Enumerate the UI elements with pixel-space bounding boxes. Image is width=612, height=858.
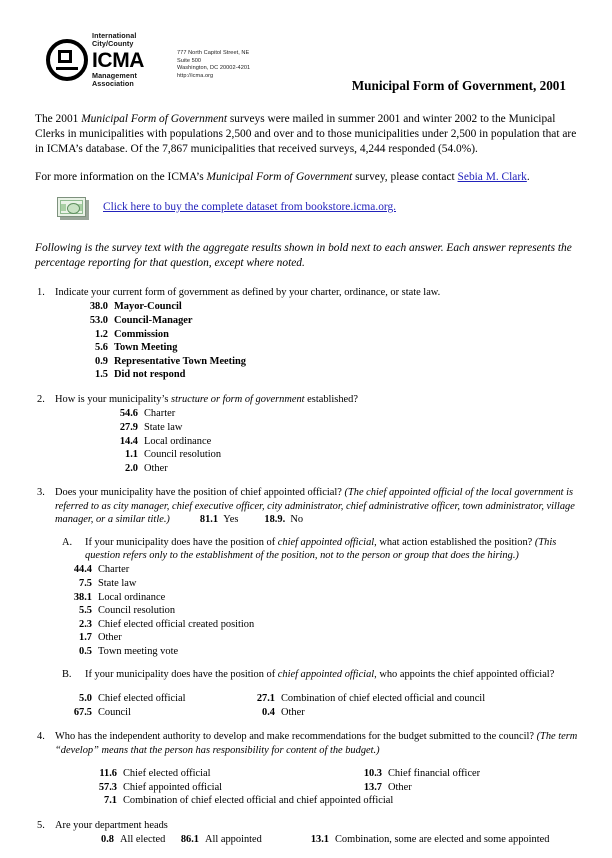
question-5-answer-column-2 xyxy=(175,833,305,847)
question-1 xyxy=(35,286,581,382)
answer-label: Council xyxy=(98,706,131,718)
instructions-paragraph: Following is the survey text with the aggregate results shown in bold next to each answer. Each answer represents the percentage reporting for that question, except where noted. xyxy=(35,241,572,270)
answer-percent: 18.9. xyxy=(264,514,286,526)
answer-row xyxy=(251,706,485,720)
question-3b-answers xyxy=(68,692,581,719)
answer-label: Other xyxy=(98,632,122,644)
answer-label: Yes xyxy=(223,514,239,526)
question-3-seg1: Does your municipality have the position of chief appointed official? xyxy=(55,487,345,499)
question-3a-answers xyxy=(68,563,581,658)
question-4-answer-column-full xyxy=(93,794,581,808)
answer-row xyxy=(93,767,358,781)
question-2-number: 2. xyxy=(37,393,45,405)
question-2-answer-column-2 xyxy=(114,448,379,475)
question-3a-italic-note: (This question refers only to the establishment of the position, not to the person or group that does the hiring.) xyxy=(85,536,557,561)
question-3a-italic-1: chief appointed official xyxy=(277,536,375,548)
answer-row xyxy=(68,577,333,591)
question-1-answer-column-1 xyxy=(84,300,246,382)
answer-percent: 38.0 xyxy=(89,301,108,313)
answer-percent: 0.4 xyxy=(262,706,275,718)
icma-logo-mark-icon xyxy=(46,39,88,81)
contact-paragraph xyxy=(35,170,581,185)
question-3b-seg1: If your municipality does have the position of xyxy=(85,668,278,680)
answer-label: Chief elected official created position xyxy=(98,618,255,630)
question-5-text: Are your department heads xyxy=(55,819,168,831)
answer-label: Chief elected official xyxy=(98,692,186,704)
logo-line-city-county: City/County xyxy=(92,39,134,49)
icma-logo-wordmark xyxy=(92,32,144,89)
answer-percent: 1.7 xyxy=(79,632,92,644)
question-3a xyxy=(62,536,581,659)
answer-percent: 1.1 xyxy=(125,449,138,461)
answer-percent: 5.6 xyxy=(95,342,108,354)
question-4 xyxy=(35,730,581,808)
answer-row xyxy=(68,618,333,632)
question-5-answer-column-3 xyxy=(305,833,549,847)
money-icon-banknote xyxy=(57,197,86,217)
question-3b-letter: B. xyxy=(62,668,72,680)
answer-percent: 86.1 xyxy=(180,834,199,846)
question-4-head xyxy=(35,730,581,757)
answer-row xyxy=(84,355,246,369)
question-4-answer-column-2 xyxy=(358,767,480,794)
answer-label: Chief financial officer xyxy=(388,767,481,779)
answer-row xyxy=(84,341,246,355)
intro-italic-title: Municipal Form of Government xyxy=(81,113,228,125)
question-3a-letter: A. xyxy=(62,536,73,548)
question-2-seg2: established? xyxy=(304,393,358,405)
logo-acronym: ICMA xyxy=(92,48,145,72)
answer-percent: 27.9 xyxy=(119,421,138,433)
answer-percent: 13.7 xyxy=(363,781,382,793)
answer-label: Town meeting vote xyxy=(98,645,179,657)
question-3a-seg2: , what action established the position? xyxy=(374,536,535,548)
logo-square-shape xyxy=(58,50,72,63)
answer-percent: 38.1 xyxy=(73,591,92,603)
answer-row xyxy=(90,833,175,847)
icma-address-block xyxy=(177,50,250,80)
question-3-head xyxy=(35,486,581,526)
answer-row xyxy=(114,407,379,421)
answer-label: Chief elected official xyxy=(123,767,211,779)
intro-seg2: surveys were mailed in summer 2001 and winter 2002 to the Municipal Clerks in municipalities with populations 2,500 and over and to those municipalities under 2,500 in population that are in ICMA’s database. Of the 7,867 municipalities that received surveys, 4,244 responded (54.0%). xyxy=(35,113,577,156)
answer-label: Chief appointed official xyxy=(123,781,223,793)
question-1-text: Indicate your current form of government as defined by your charter, ordinance, or state law. xyxy=(55,287,441,298)
answer-row xyxy=(68,645,333,659)
icma-logo xyxy=(46,32,144,89)
answer-row xyxy=(68,692,251,706)
bookstore-row xyxy=(35,197,581,227)
answer-percent: 0.8 xyxy=(101,834,114,846)
answer-label: Other xyxy=(281,706,305,718)
answer-row xyxy=(114,421,379,435)
answer-label: Combination of chief elected official and council xyxy=(281,692,486,704)
answer-row xyxy=(68,631,333,645)
answer-percent: 53.0 xyxy=(89,315,108,326)
question-3a-head xyxy=(62,536,581,563)
answer-row xyxy=(84,328,246,342)
answer-inline xyxy=(264,514,303,525)
question-2-italic: structure or form of government xyxy=(171,393,305,405)
contact-seg3: . xyxy=(526,170,530,183)
answer-label: Did not respond xyxy=(114,369,186,381)
money-icon-block-left xyxy=(61,204,66,211)
answer-row xyxy=(305,833,549,847)
answer-row xyxy=(93,781,358,795)
answer-row xyxy=(68,604,333,618)
answer-row xyxy=(84,300,246,314)
answer-label: Council resolution xyxy=(144,449,222,461)
answer-label: Council-Manager xyxy=(114,315,193,326)
answer-percent: 14.4 xyxy=(119,435,138,447)
answer-label: Other xyxy=(144,462,168,474)
answer-label: Charter xyxy=(98,564,130,576)
answer-percent: 2.3 xyxy=(79,618,92,630)
question-3b-italic-1: chief appointed official xyxy=(277,668,375,680)
answer-label: State law xyxy=(144,421,183,433)
answer-percent: 11.6 xyxy=(99,767,117,779)
question-4-number: 4. xyxy=(37,731,45,743)
question-2 xyxy=(35,393,581,475)
document-body xyxy=(35,112,581,858)
page-title: Municipal Form of Government, 2001 xyxy=(351,78,566,93)
question-3b-answer-column-2 xyxy=(251,692,485,719)
question-1-answers xyxy=(84,300,581,382)
question-5 xyxy=(35,819,581,847)
answer-row xyxy=(251,692,485,706)
question-2-answers xyxy=(114,407,581,475)
question-1-head xyxy=(35,286,581,299)
answer-label: Combination of chief elected official and chief appointed official xyxy=(123,795,394,807)
question-5-head xyxy=(35,819,581,832)
question-3b-answer-column-1 xyxy=(68,692,251,719)
bookstore-link-wrap xyxy=(103,197,396,214)
question-3 xyxy=(35,486,581,719)
contact-person-link[interactable]: Sebia M. Clark xyxy=(457,170,527,183)
question-2-head xyxy=(35,393,581,406)
answer-row xyxy=(68,706,251,720)
answer-label: Charter xyxy=(144,408,176,420)
answer-percent: 2.0 xyxy=(125,462,138,474)
answer-label: Combination, some are elected and some appointed xyxy=(335,834,550,846)
answer-label: All appointed xyxy=(205,834,262,846)
question-1-number: 1. xyxy=(37,287,45,298)
answer-row xyxy=(84,368,246,382)
answer-label: Commission xyxy=(114,328,169,340)
answer-row xyxy=(358,767,480,781)
answer-row xyxy=(84,314,246,328)
question-3b xyxy=(62,668,581,720)
answer-row xyxy=(114,462,379,476)
answer-percent: 81.1 xyxy=(199,514,219,526)
question-3b-text xyxy=(85,668,581,681)
question-3a-seg1: If your municipality does have the position of xyxy=(85,536,278,548)
question-4-answer-column-1 xyxy=(93,767,358,794)
question-4-seg1: Who has the independent authority to develop and make recommendations for the budget submitted to the council? xyxy=(55,731,537,743)
answer-percent: 7.1 xyxy=(104,795,117,807)
question-5-number: 5. xyxy=(37,819,45,831)
question-3-italic-note: (The chief appointed official of the local government is referred to as city manager, chief executive officer, city administrator, chief administrative officer, town administrator, village manager, or a similar title.) xyxy=(55,487,575,526)
logo-line-management: Management xyxy=(92,70,137,80)
document-header xyxy=(46,32,566,104)
question-3b-seg2: , who appoints the chief appointed official? xyxy=(374,668,555,680)
answer-percent: 7.5 xyxy=(79,577,92,589)
question-4-answers xyxy=(93,767,581,808)
answer-percent: 1.2 xyxy=(95,328,108,340)
question-2-answer-column-1 xyxy=(114,407,379,448)
answer-label: Representative Town Meeting xyxy=(114,355,246,367)
answer-percent: 0.5 xyxy=(79,645,92,657)
answer-row xyxy=(68,591,333,605)
question-2-seg1: How is your municipality’s xyxy=(55,393,172,405)
address-street: 777 North Capitol Street, NE xyxy=(177,50,250,56)
contact-seg2: survey, please contact xyxy=(352,170,458,183)
answer-row xyxy=(93,794,581,808)
answer-label: Local ordinance xyxy=(144,435,212,447)
question-3-number: 3. xyxy=(37,487,45,499)
question-3a-answer-column-2 xyxy=(68,618,333,659)
address-city-state-zip: Washington, DC 20002-4201 xyxy=(177,65,251,72)
question-3a-answer-column-1 xyxy=(68,563,333,617)
answer-label: Council resolution xyxy=(98,605,176,617)
answer-percent: 27.1 xyxy=(256,692,275,704)
answer-percent: 57.3 xyxy=(98,781,117,793)
question-4-text xyxy=(55,730,581,757)
answer-row xyxy=(114,435,379,449)
logo-line-association: Association xyxy=(92,79,134,89)
money-icon-oval xyxy=(67,203,80,214)
answer-percent: 44.4 xyxy=(73,564,92,576)
question-3b-head xyxy=(62,668,581,681)
logo-bar-shape xyxy=(56,67,78,70)
bookstore-dataset-link[interactable]: Click here to buy the complete dataset from bookstore.icma.org. xyxy=(103,200,397,213)
answer-inline xyxy=(200,514,239,525)
answer-row xyxy=(175,833,305,847)
answer-row xyxy=(68,563,333,577)
answer-percent: 10.3 xyxy=(363,767,382,779)
answer-row xyxy=(358,781,480,795)
question-3-text xyxy=(55,486,581,526)
answer-label: State law xyxy=(98,577,137,589)
question-2-text xyxy=(55,393,581,406)
answer-percent: 54.6 xyxy=(119,408,138,420)
answer-label: Mayor-Council xyxy=(114,301,182,313)
answer-percent: 67.5 xyxy=(73,706,92,718)
answer-label: Town Meeting xyxy=(114,342,178,354)
answer-label: No xyxy=(290,514,304,526)
answer-label: Local ordinance xyxy=(98,591,166,603)
logo-line-international: International xyxy=(92,31,137,40)
contact-seg1: For more information on the ICMA’s xyxy=(35,170,207,183)
address-suite: Suite 500 xyxy=(177,57,202,64)
answer-percent: 5.0 xyxy=(79,692,92,704)
contact-italic-title: Municipal Form of Government xyxy=(206,170,353,183)
intro-paragraph xyxy=(35,112,581,158)
question-5-answer-column-1 xyxy=(90,833,175,847)
intro-seg1: The 2001 xyxy=(35,113,82,125)
question-4-italic-note: (The term “develop” means that the person has responsibility for content of the budget.) xyxy=(55,731,578,756)
money-icon xyxy=(57,197,89,220)
answer-row xyxy=(114,448,379,462)
answer-label: Other xyxy=(388,781,412,793)
question-5-answers xyxy=(90,833,581,847)
answer-percent: 5.5 xyxy=(79,605,92,617)
answer-percent: 13.1 xyxy=(310,834,329,846)
answer-percent: 1.5 xyxy=(95,369,108,381)
address-website: http://icma.org xyxy=(177,72,214,79)
answer-label: All elected xyxy=(120,834,166,846)
question-3a-text xyxy=(85,536,581,563)
answer-percent: 0.9 xyxy=(95,355,108,367)
